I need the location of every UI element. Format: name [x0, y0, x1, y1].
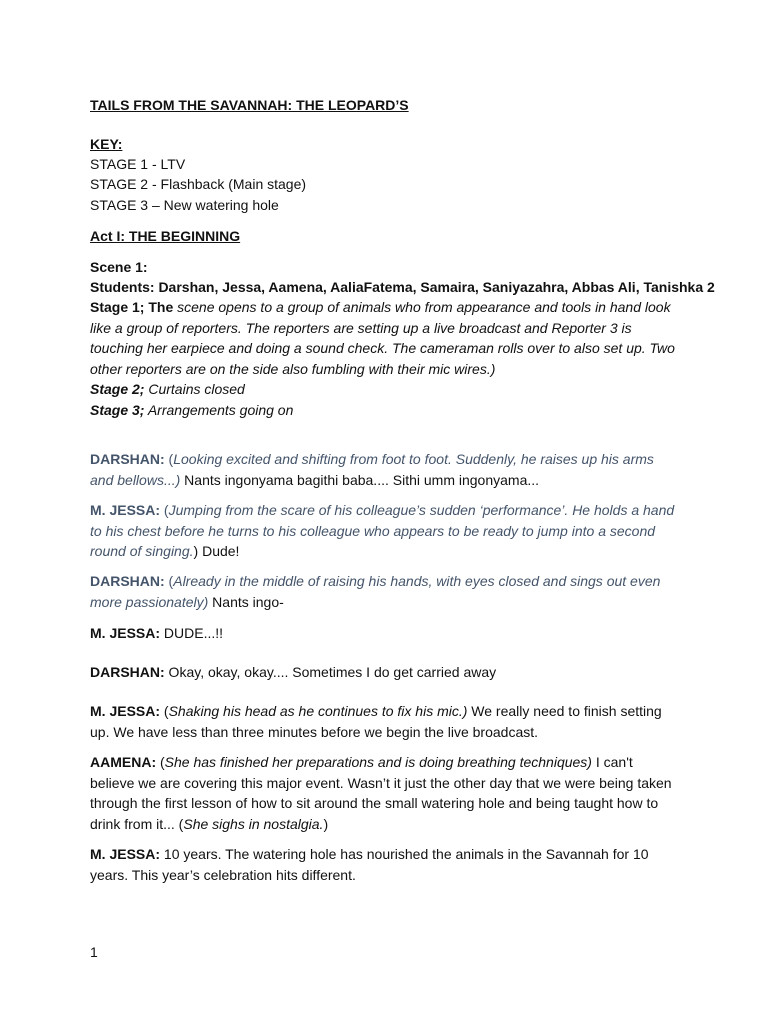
speaker-name: DARSHAN:	[90, 573, 165, 589]
key-stage-2: STAGE 2 - Flashback (Main stage)	[90, 176, 307, 192]
dialogue-line: M. JESSA: (Shaking his head as he continues to fix his mic.) We really need to finish setting up. We have less than three minutes before we begin the live broadcast.	[90, 703, 662, 740]
dialogue-line	[90, 844, 680, 885]
stage-1-label: Stage 1; The	[90, 299, 178, 315]
stage-direction: She has finished her preparations and is doing breathing techniques)	[164, 754, 592, 770]
document-title: TAILS FROM THE SAVANNAH: THE LEOPARD’S	[90, 97, 409, 113]
speaker-name: M. JESSA:	[90, 703, 161, 719]
spoken-line: ) Dude!	[193, 543, 240, 560]
spoken-line: Nants ingo-	[208, 593, 284, 610]
stage-3-text: Arrangements going on	[144, 402, 294, 418]
act-heading: Act I: THE BEGINNING	[90, 228, 241, 244]
speaker-name: M. JESSA:	[90, 625, 161, 641]
speaker-name: AAMENA:	[90, 754, 157, 770]
stage-2-text: Curtains closed	[144, 381, 245, 397]
spoken-line: I can't believe we are covering this major event. Wasn’t it just the other day that we were being taken through the first lesson of how to sit around the small watering hole and being taught how to drink from it... (	[90, 754, 672, 832]
spoken-line: 10 years. The watering hole has nourished the animals in the Savannah for 10 years. This year’s celebration hits different.	[90, 846, 649, 883]
spoken-line: Nants ingonyama bagithi baba.... Sithi umm ingonyama...	[180, 471, 540, 488]
dialogue-line: AAMENA: (She has finished her preparations and is doing breathing techniques) I can't believe we are covering this major event. Wasn’t it just the other day that we were being taken through the first lesson of how to sit around the small watering hole and being taught how to drink from it... (She sighs in nostalgia.)	[90, 754, 672, 832]
stage-2-direction	[90, 379, 245, 399]
stage-direction: She sighs in nostalgia.	[183, 815, 324, 832]
stage-1-text: scene opens to a group of animals who from appearance and tools in hand look like a group of reporters. The reporters are setting up a live broadcast and Reporter 3 is touching her earpiece and doing a sound check. The cameraman rolls over to also set up. Two other reporters are on the side also fumbling with their mic wires.)	[90, 299, 675, 377]
stage-3-label: Stage 3;	[90, 402, 145, 418]
key-heading: KEY:	[90, 136, 123, 152]
speaker-name: DARSHAN:	[90, 451, 165, 467]
key-stage-1: STAGE 1 - LTV	[90, 156, 186, 172]
dialogue-line: M. JESSA: (Jumping from the scare of his colleague’s sudden ‘performance’. He holds a hand to his chest before he turns to his colleague who appears to be ready to jump into a second round of singing.) Dude!	[90, 502, 675, 560]
speaker-name: M. JESSA:	[90, 846, 161, 862]
stage-direction: Already in the middle of raising his hands, with eyes closed and sings out even more passionately)	[90, 573, 661, 610]
scene-label: Scene 1:	[90, 259, 148, 275]
dialogue-line: DARSHAN: (Already in the middle of raising his hands, with eyes closed and sings out even more passionately) Nants ingo-	[90, 573, 661, 610]
stage-1-direction	[90, 297, 680, 379]
speaker-name: DARSHAN:	[90, 664, 165, 680]
spoken-line: We really need to finish setting up. We have less than three minutes before we begin the live broadcast.	[90, 703, 662, 740]
scene-students: Students: Darshan, Jessa, Aamena, AaliaFatema, Samaira, Saniyazahra, Abbas Ali, Tanishka 2	[90, 279, 715, 295]
page-number: 1	[90, 944, 98, 960]
key-stage-3: STAGE 3 – New watering hole	[90, 197, 279, 213]
dialogue-line: DARSHAN: (Looking excited and shifting from foot to foot. Suddenly, he raises up his arms and bellows...) Nants ingonyama bagithi baba.... Sithi umm ingonyama...	[90, 451, 654, 488]
stage-direction: Jumping from the scare of his colleague’s sudden ‘performance’. He holds a hand to his chest before he turns to his colleague who appears to be ready to jump into a second round of singing.	[90, 502, 675, 560]
spoken-line: Okay, okay, okay.... Sometimes I do get carried away	[164, 664, 497, 680]
stage-2-label: Stage 2;	[90, 381, 145, 397]
stage-direction: Looking excited and shifting from foot to foot. Suddenly, he raises up his arms and bellows...)	[90, 451, 654, 488]
dialogue-line	[90, 623, 223, 643]
stage-direction: Shaking his head as he continues to fix his mic.)	[168, 703, 468, 719]
dialogue-line	[90, 662, 496, 682]
spoken-line: DUDE...!!	[160, 625, 224, 641]
speaker-name: M. JESSA:	[90, 502, 161, 518]
stage-3-direction	[90, 400, 293, 420]
